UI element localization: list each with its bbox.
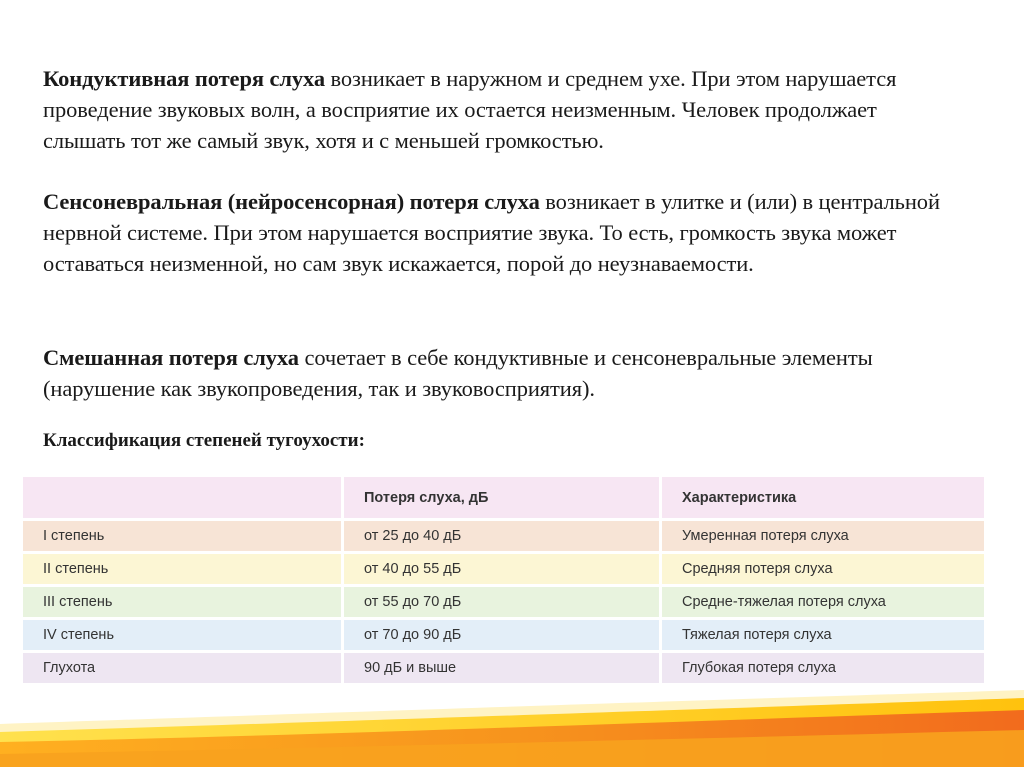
paragraph-sensorineural xyxy=(43,186,963,279)
table-row xyxy=(23,587,984,617)
table-header-cell: Потеря слуха, дБ xyxy=(344,477,659,518)
table-header-row xyxy=(23,477,984,518)
table-cell: I степень xyxy=(23,521,341,551)
table-row xyxy=(23,620,984,650)
table-cell: от 55 до 70 дБ xyxy=(344,587,659,617)
paragraph-conductive xyxy=(43,63,963,156)
term-conductive: Кондуктивная потеря слуха xyxy=(43,66,326,91)
table-row xyxy=(23,554,984,584)
table-cell: от 70 до 90 дБ xyxy=(344,620,659,650)
table-header-cell: Характеристика xyxy=(662,477,984,518)
paragraph-conductive-text: возникает в наружном и среднем ухе. При этом нарушается проведение звуковых волн, а восприятие их остается неизменным. Человек продолжает слышать тот же самый звук, хотя и с меньшей громкостью. xyxy=(43,66,897,153)
table-row xyxy=(23,521,984,551)
hearing-loss-table xyxy=(20,474,987,686)
table-cell: II степень xyxy=(23,554,341,584)
paragraph-mixed-text: сочетает в себе кондуктивные и сенсоневральные элементы (нарушение как звукопроведения, так и звуковосприятия). xyxy=(43,345,873,401)
classification-title: Классификация степеней тугоухости: xyxy=(43,430,365,451)
table-cell: Глухота xyxy=(23,653,341,683)
term-mixed: Смешанная потеря слуха xyxy=(43,345,299,370)
table-cell: Глубокая потеря слуха xyxy=(662,653,984,683)
decorative-swoosh xyxy=(0,690,1024,767)
table-cell: Средняя потеря слуха xyxy=(662,554,984,584)
table-cell: Средне-тяжелая потеря слуха xyxy=(662,587,984,617)
table-row xyxy=(23,653,984,683)
table-cell: от 25 до 40 дБ xyxy=(344,521,659,551)
paragraph-mixed xyxy=(43,342,963,404)
table-cell: Умеренная потеря слуха xyxy=(662,521,984,551)
table-cell: 90 дБ и выше xyxy=(344,653,659,683)
paragraph-sensorineural-text: возникает в улитке и (или) в центральной нервной системе. При этом нарушается восприятие звука. То есть, громкость звука может оставаться неизменной, но сам звук искажается, порой до неузнаваемости. xyxy=(43,189,940,276)
term-sensorineural: Сенсоневральная (нейросенсорная) потеря слуха xyxy=(43,189,540,214)
table-header-cell xyxy=(23,477,341,518)
table-cell: III степень xyxy=(23,587,341,617)
table-cell: IV степень xyxy=(23,620,341,650)
table-cell: Тяжелая потеря слуха xyxy=(662,620,984,650)
table-cell: от 40 до 55 дБ xyxy=(344,554,659,584)
